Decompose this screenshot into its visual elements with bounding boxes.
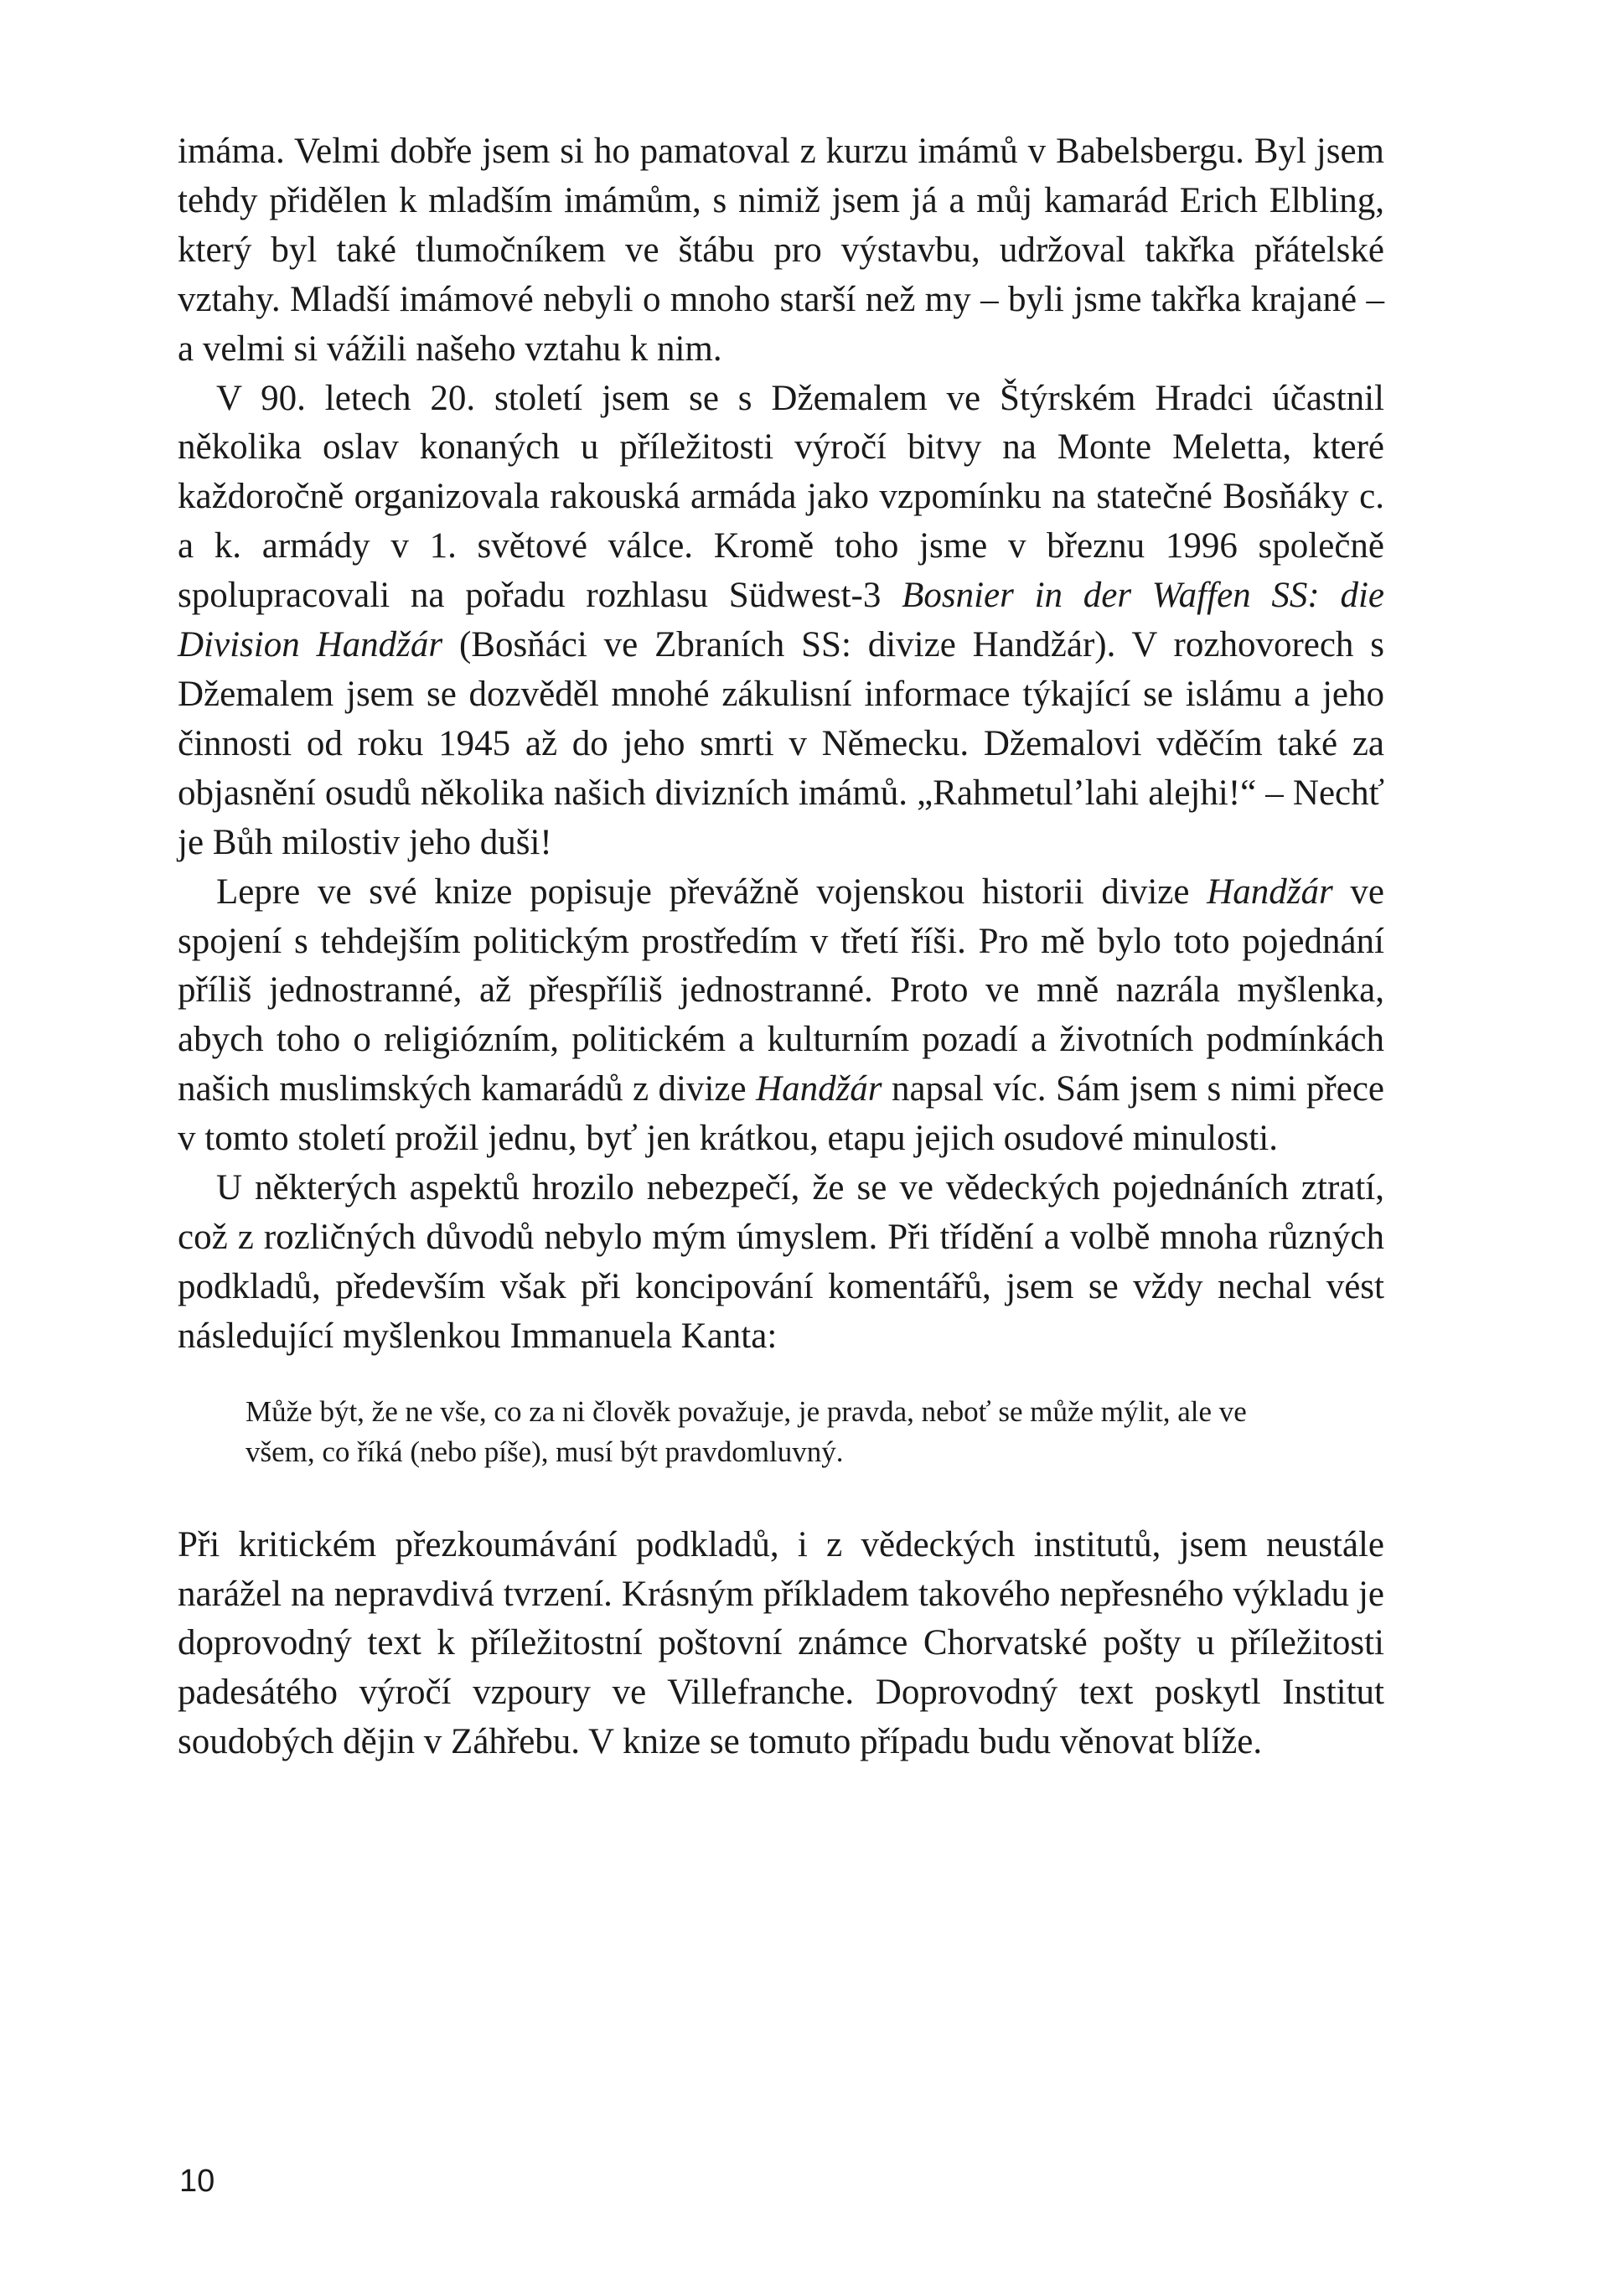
paragraph-dzemal <box>178 375 1384 868</box>
page-body <box>178 127 1384 1767</box>
paragraph-text: Lepre ve své knize popisuje převážně vojenskou historii divize <box>216 871 1207 912</box>
paragraph-continued <box>178 127 1384 375</box>
italic-division-name: Handžár <box>756 1069 882 1109</box>
paragraph-text: U některých aspektů hrozilo nebezpečí, že se ve vědeckých pojednáních ztratí, což z rozličných důvodů nebylo mým úmyslem. Při třídění a volbě mnoha různých podkladů, především však při koncipování komentářů, jsem se vždy nechal vést následující myšlenkou Immanuela Kanta: <box>178 1168 1384 1356</box>
paragraph-aspects <box>178 1164 1384 1362</box>
paragraph-lepre <box>178 868 1384 1164</box>
paragraph-closing: Při kritickém přezkoumávání podkladů, i z vědeckých institutů, jsem neustále narážel na nepravdivá tvrzení. Krásným příkladem takového nepřesného výkladu je doprovodný text k příležitostní poštovní známce Chorvatské pošty u příležitosti padesátého výročí vzpoury ve Villefranche. Doprovodný text poskytl Institut soudobých dějin v Záhřebu. V knize se tomuto případu budu věnovat blíže. <box>178 1524 1384 1762</box>
page-number: 10 <box>179 2164 215 2199</box>
paragraph-text: imáma. Velmi dobře jsem si ho pamatoval z kurzu imámů v Babelsbergu. Byl jsem tehdy přidělen k mladším imámům, s nimiž jsem já a můj kamarád Erich Elbling, který byl také tlumočníkem ve štábu pro výstavbu, udržoval takřka přátelské vztahy. Mladší imámové nebyli o mnoho starší než my – byli jsme takřka krajané – a velmi si vážili našeho vztahu k nim. <box>178 132 1384 369</box>
paragraph-text: (Bosňáci ve Zbraních SS: divize Handžár). V rozhovorech s Džemalem jsem se dozvěděl mnohé zákulisní informace týkající se islámu a jeho činnosti od roku 1945 až do jeho smrti v Německu. Džemalovi vděčím také za objasnění osudů několika našich divizních imámů. „Rahmetul’lahi alejhi!“ – Nechť je Bůh milostiv jeho duši! <box>178 625 1385 862</box>
italic-title-radio-program: Bosnier in der Waffen SS: die Division Handžár <box>178 576 1384 665</box>
paragraph-text: V 90. letech 20. století jsem se s Džemalem ve Štýrském Hradci účastnil několika oslav konaných u příležitosti výročí bitvy na Monte Meletta, které každoročně organizovala rakouská armáda jako vzpomínku na statečné Bosňáky c. a k. armády v 1. světové válce. Kromě toho jsme v březnu 1996 společně spolupracovali na pořadu rozhlasu Südwest-3 <box>178 378 1384 616</box>
paragraph-text: ve spojení s tehdejším politickým prostředím v třetí říši. Pro mě bylo toto pojednání příliš jednostranné, až přespříliš jednostranné. Proto ve mně nazrála myšlenka, abych toho o religiózním, politickém a kulturním pozadí a životních podmínkách našich muslimských kamarádů z divize <box>178 871 1384 1109</box>
kant-quote: Může být, že ne vše, co za ni člověk považuje, je pravda, neboť se může mýlit, ale ve všem, co říká (nebo píše), musí být pravdomluvný. <box>246 1394 1247 1468</box>
paragraph-text: napsal víc. Sám jsem s nimi přece v tomto století prožil jednu, byť jen krátkou, etapu jejich osudové minulosti. <box>178 1069 1384 1159</box>
italic-division-name: Handžár <box>1207 871 1333 912</box>
